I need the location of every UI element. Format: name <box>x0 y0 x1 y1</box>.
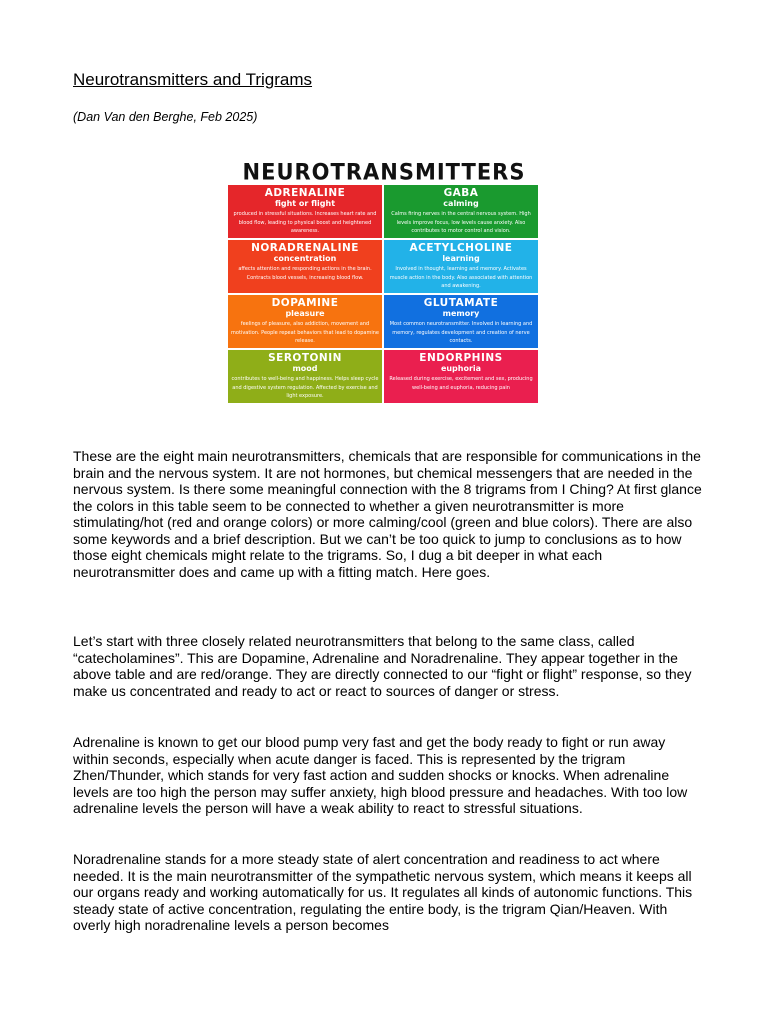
infographic-grid <box>228 185 540 403</box>
document-title: Neurotransmitters and Trigrams <box>73 70 313 89</box>
cell-keyword: mood <box>292 364 318 373</box>
neurotransmitters-infographic <box>228 160 540 403</box>
cell-name: DOPAMINE <box>271 297 339 309</box>
cell-keyword: fight or flight <box>274 199 336 208</box>
paragraph-catecholamines: Let’s start with three closely related neurotransmitters that belong to the same class, called “catecholamines”. This are Dopamine, Adrenaline and Noradrenaline. They appear together in the above table and are red/orange. They are directly connected to our “fight or flight” response, so they make us concentrated and ready to act or react to sources of danger or stress. <box>73 633 692 699</box>
cell-description: Released during exercise, excitement and sex, producing well-being and euphoria, reducing pain <box>389 376 533 391</box>
cell-description: Most common neurotransmitter. Involved in learning and memory, regulates development and creation of nerve contacts. <box>389 321 533 344</box>
cell-gaba <box>384 185 538 238</box>
cell-noradrenaline <box>228 240 382 293</box>
cell-description: produced in stressful situations. Increases heart rate and blood flow, leading to physical boost and heightened awareness. <box>233 211 377 234</box>
cell-keyword: calming <box>443 199 479 208</box>
paragraph-noradrenaline: Noradrenaline stands for a more steady state of alert concentration and readiness to act where needed. It is the main neurotransmitter of the sympathetic nervous system, which means it keeps all our organs ready and working automatically for us. It regulates all kinds of autonomic functions. This steady state of active concentration, regulating the entire body, is the trigram Qian/Heaven. With overly high noradrenaline levels a person becomes <box>73 851 693 933</box>
cell-keyword: learning <box>442 254 480 263</box>
cell-name: GLUTAMATE <box>423 297 499 309</box>
document-byline: (Dan Van den Berghe, Feb 2025) <box>73 110 258 124</box>
paragraph-adrenaline: Adrenaline is known to get our blood pump very fast and get the body ready to fight or run away within seconds, especially when acute danger is faced. This is represented by the trigram Zhen/Thunder, which stands for very fast action and sudden shocks or knocks. When adrenaline levels are too high the person may suffer anxiety, high blood pressure and headaches. With too low adrenaline levels the person will have a weak ability to react to stressful situations. <box>73 734 688 816</box>
cell-serotonin <box>228 350 382 403</box>
cell-name: ADRENALINE <box>264 187 346 199</box>
cell-name: ACETYLCHOLINE <box>409 242 513 254</box>
cell-dopamine <box>228 295 382 348</box>
cell-name: GABA <box>443 187 479 199</box>
cell-keyword: memory <box>442 309 480 318</box>
cell-adrenaline <box>228 185 382 238</box>
cell-description: Calms firing nerves in the central nervous system. High levels improve focus, low levels cause anxiety. Also contributes to motor control and vision. <box>391 211 531 234</box>
cell-description: contributes to well-being and happiness. Helps sleep cycle and digestive system regulation. Affected by exercise and light exposure. <box>231 376 379 399</box>
cell-keyword: euphoria <box>440 364 482 373</box>
cell-description: Involved in thought, learning and memory. Activates muscle action in the body. Also associated with attention and awakening. <box>389 266 533 289</box>
cell-acetylcholine <box>384 240 538 293</box>
cell-name: SEROTONIN <box>268 352 342 364</box>
cell-keyword: concentration <box>273 254 337 263</box>
cell-description: affects attention and responding actions in the brain. Contracts blood vessels, increasing blood flow. <box>238 266 372 281</box>
cell-keyword: pleasure <box>285 309 325 318</box>
cell-name: ENDORPHINS <box>419 352 503 364</box>
paragraph-intro: These are the eight main neurotransmitters, chemicals that are responsible for communications in the brain and the nervous system. It are not hormones, but chemical messengers that are needed in the nervous system. Is there some meaningful connection with the 8 trigrams from I Ching? At first glance the colors in this table seem to be connected to whether a given neurotransmitter is more stimulating/hot (red and orange colors) or more calming/cool (green and blue colors). There are also some keywords and a brief description. But we can’t be too quick to jump to conclusions as to how those eight chemicals might relate to the trigrams. So, I dug a bit deeper in what each neurotransmitter does and came up with a fitting match. Here goes. <box>73 448 702 580</box>
infographic-title: NEUROTRANSMITTERS <box>242 159 526 185</box>
cell-glutamate <box>384 295 538 348</box>
cell-description: feelings of pleasure, also addiction, movement and motivation. People repeat behaviors that lead to dopamine release. <box>231 321 379 344</box>
cell-endorphins <box>384 350 538 403</box>
cell-name: NORADRENALINE <box>251 242 359 254</box>
